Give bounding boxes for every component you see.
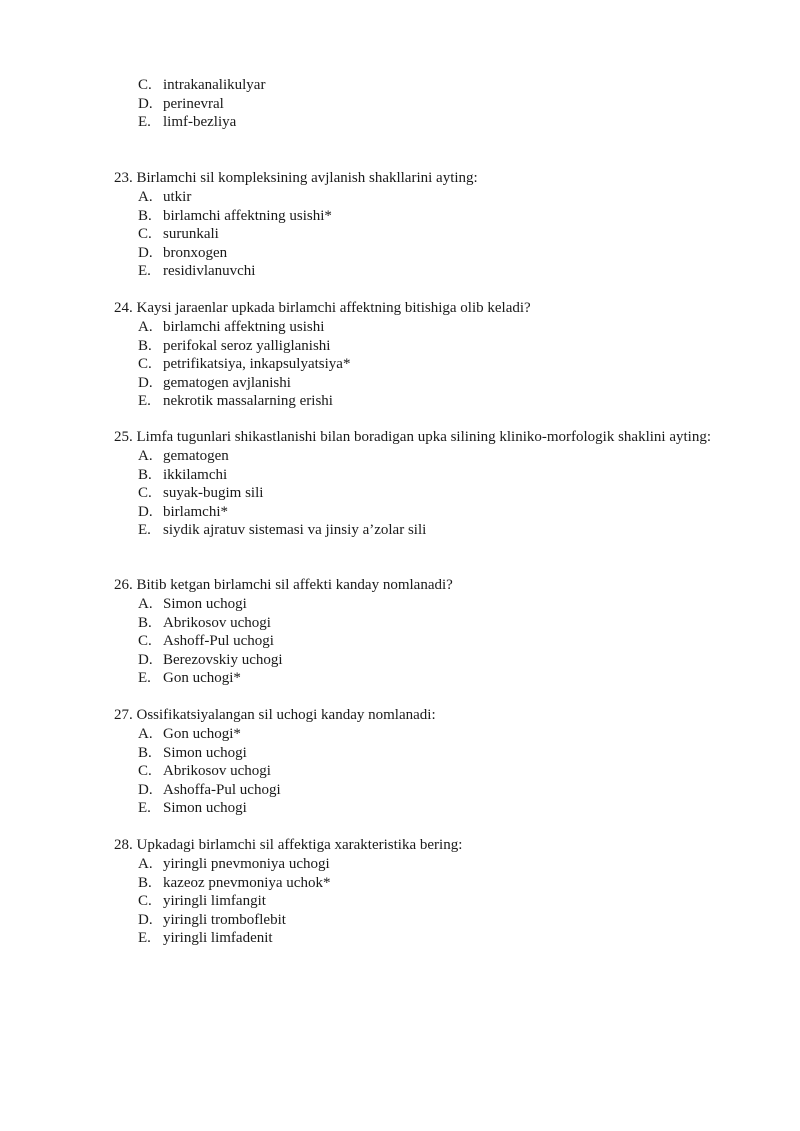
option-b [114,207,714,226]
option-e [114,799,714,818]
option-letter: D. [138,95,153,112]
option-text: petrifikatsiya, inkapsulyatsiya* [163,356,351,373]
question-text [114,428,714,447]
question-number: 27. [114,707,133,723]
option-letter: E. [138,114,151,131]
option-text: yiringli limfangit [163,893,266,910]
option-c [114,484,714,503]
option-d [114,781,714,800]
option-letter: E. [138,800,151,817]
option-c [114,762,714,781]
option-a [114,188,714,207]
option-list [114,595,714,688]
option-letter: E. [138,393,151,410]
question-text [114,299,714,318]
question-text [114,169,714,188]
option-letter: E. [138,670,151,687]
option-a [114,725,714,744]
question-text [114,706,714,725]
option-text: ikkilamchi [163,466,228,483]
option-e [114,392,714,411]
option-e [114,113,714,132]
question-28 [114,836,714,948]
option-c [114,892,714,911]
option-text: nekrotik massalarning erishi [163,393,333,410]
option-text: gematogen avjlanishi [163,374,291,391]
option-text: bronxogen [163,244,228,261]
option-d [114,374,714,393]
option-letter: E. [138,263,151,280]
option-letter: D. [138,781,153,798]
option-e [114,262,714,281]
option-letter: C. [138,226,152,243]
option-letter: A. [138,596,153,612]
option-text: birlamchi* [163,503,228,520]
option-letter: C. [138,633,152,650]
option-letter: B. [138,466,152,483]
option-list [114,855,714,948]
option-letter: A. [138,448,153,464]
question-prompt: Bitib ketgan birlamchi sil affekti kanday nomlanadi? [136,577,453,593]
option-text: kazeoz pnevmoniya uchok* [163,874,331,891]
option-text: Simon uchogi [163,596,247,612]
option-letter: A. [138,856,153,872]
option-text: limf-bezliya [163,114,237,131]
option-list [114,447,714,540]
option-text: perinevral [163,95,224,112]
question-number: 26. [114,577,133,593]
option-b [114,614,714,633]
option-text: intrakanalikulyar [163,77,266,93]
option-letter: B. [138,207,152,224]
option-c [114,76,714,95]
option-text: birlamchi affektning usishi* [163,207,332,224]
option-d [114,651,714,670]
option-letter: C. [138,77,152,93]
option-text: Simon uchogi [163,744,247,761]
option-list [114,188,714,281]
option-text: perifokal seroz yalliglanishi [163,337,331,354]
option-c [114,632,714,651]
option-a [114,447,714,466]
option-text: Abrikosov uchogi [163,614,271,631]
option-letter: D. [138,244,153,261]
question-prompt: Upkadagi birlamchi sil affektiga xarakteristika bering: [136,837,463,853]
option-text: yiringli tromboflebit [163,911,286,928]
option-text: siydik ajratuv sistemasi va jinsiy a’zolar sili [163,522,427,539]
option-letter: D. [138,374,153,391]
question-prompt: Ossifikatsiyalangan sil uchogi kanday nomlanadi: [136,707,436,723]
option-text: surunkali [163,226,219,243]
option-list [114,318,714,411]
option-letter: E. [138,930,151,947]
option-letter: D. [138,503,153,520]
option-text: Gon uchogi* [163,726,241,742]
option-text: utkir [163,189,192,205]
option-letter: E. [138,522,151,539]
option-b [114,874,714,893]
option-letter: B. [138,874,152,891]
option-d [114,911,714,930]
question-27 [114,706,714,818]
option-d [114,503,714,522]
option-c [114,355,714,374]
option-letter: C. [138,356,152,373]
question-text [114,576,714,595]
option-d [114,95,714,114]
option-a [114,318,714,337]
question-prompt: Kaysi jaraenlar upkada birlamchi affektning bitishiga olib keladi? [136,300,531,316]
option-b [114,744,714,763]
option-text: Berezovskiy uchogi [163,651,283,668]
option-text: residivlanuvchi [163,263,256,280]
option-letter: A. [138,726,153,742]
option-text: suyak-bugim sili [163,485,264,502]
question-24 [114,299,714,411]
option-text: Ashoff-Pul uchogi [163,633,274,650]
option-e [114,929,714,948]
option-list [114,725,714,818]
option-a [114,855,714,874]
option-a [114,595,714,614]
question-prompt: Birlamchi sil kompleksining avjlanish shakllarini ayting: [136,170,478,186]
question-number: 23. [114,170,133,186]
option-text: Abrikosov uchogi [163,763,271,780]
question-number: 25. [114,429,133,445]
option-letter: C. [138,893,152,910]
option-d [114,244,714,263]
option-text: Gon uchogi* [163,670,241,687]
question-number: 24. [114,300,133,316]
option-letter: B. [138,614,152,631]
question-22-continuation [114,76,714,132]
option-e [114,521,714,540]
option-letter: C. [138,763,152,780]
option-letter: D. [138,651,153,668]
option-letter: C. [138,485,152,502]
option-text: Ashoffa-Pul uchogi [163,781,281,798]
option-b [114,466,714,485]
option-list [114,76,714,132]
question-number: 28. [114,837,133,853]
question-26 [114,576,714,688]
option-letter: D. [138,911,153,928]
question-25 [114,428,714,540]
option-letter: B. [138,337,152,354]
option-text: yiringli limfadenit [163,930,273,947]
option-letter: B. [138,744,152,761]
option-text: yiringli pnevmoniya uchogi [163,856,330,872]
option-text: birlamchi affektning usishi [163,319,325,335]
option-text: gematogen [163,448,229,464]
option-letter: A. [138,189,153,205]
option-e [114,669,714,688]
option-b [114,337,714,356]
option-text: Simon uchogi [163,800,247,817]
option-c [114,225,714,244]
question-23 [114,169,714,281]
question-prompt: Limfa tugunlari shikastlanishi bilan boradigan upka silining kliniko-morfologik shaklini ayting: [136,429,712,445]
question-text [114,836,714,855]
option-letter: A. [138,319,153,335]
